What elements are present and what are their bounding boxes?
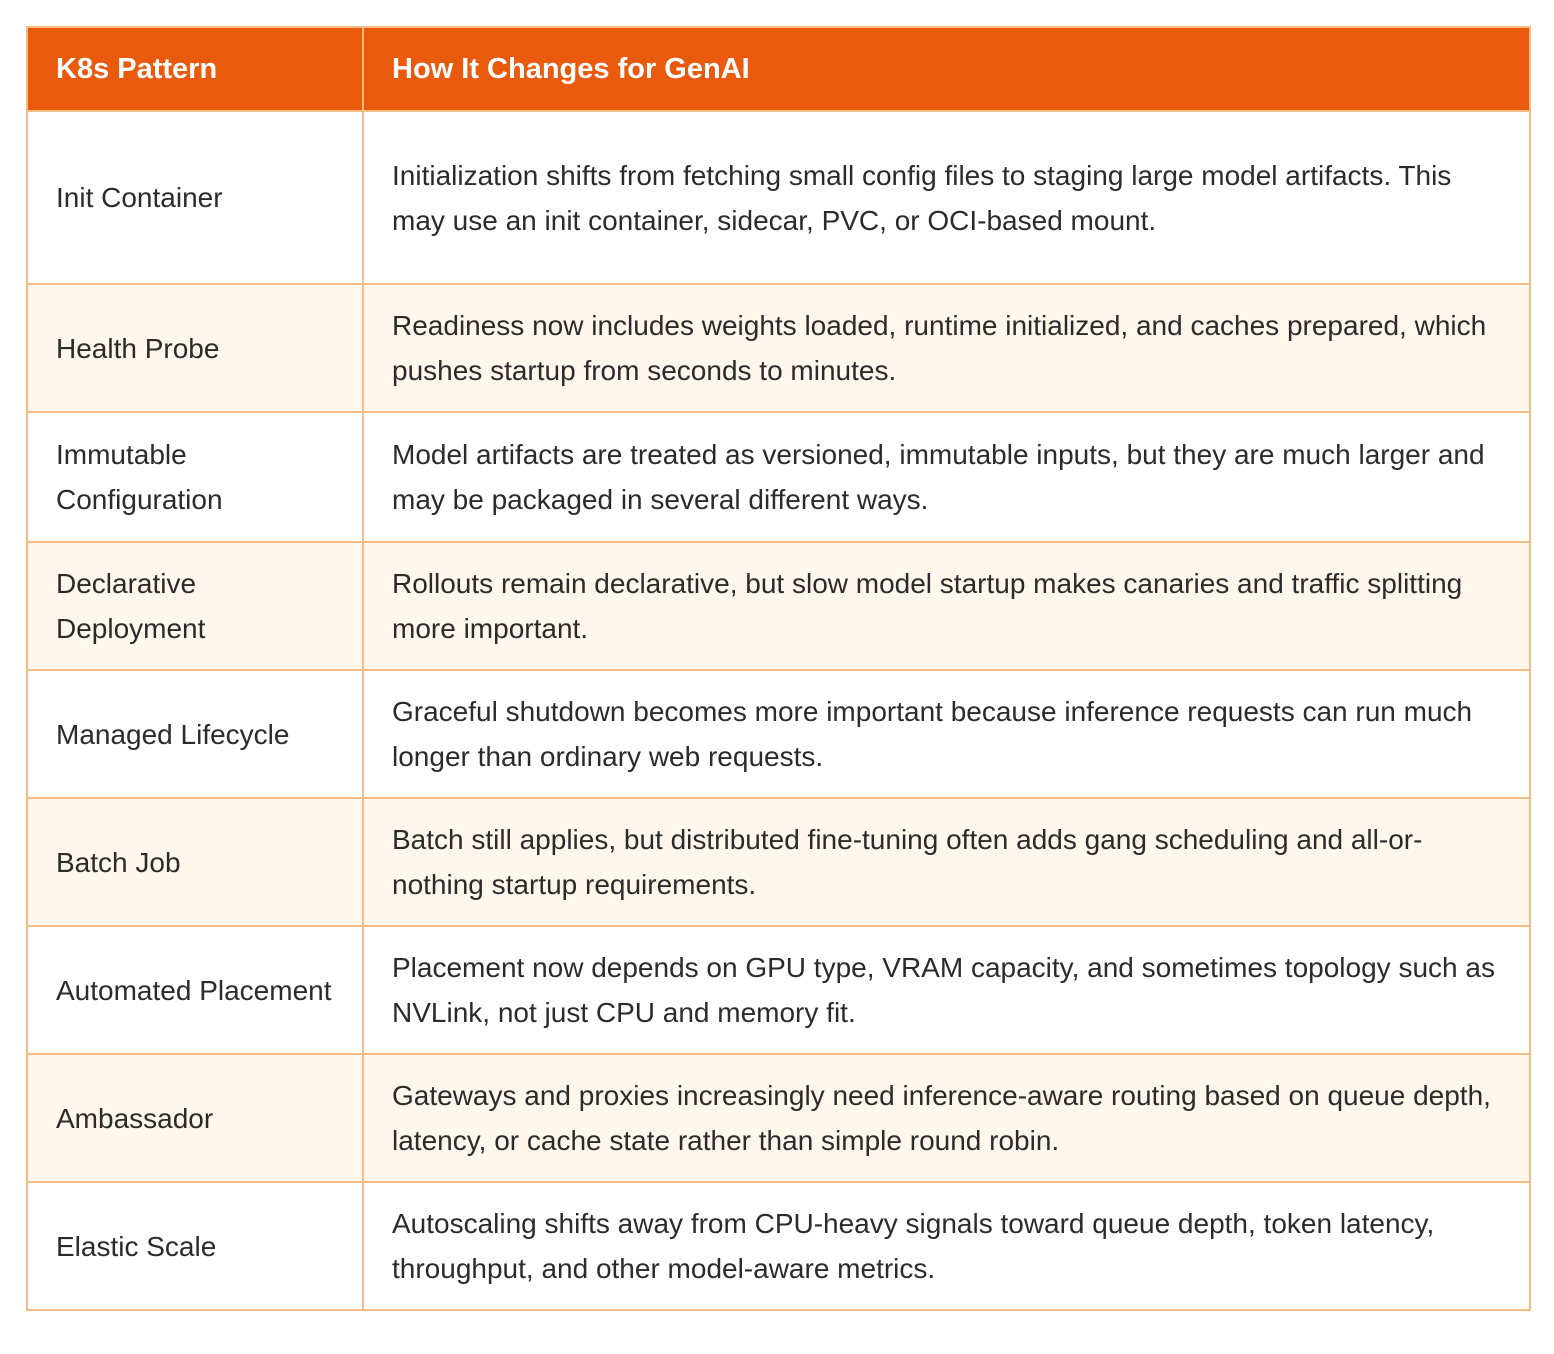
change-cell: Initialization shifts from fetching small config files to staging large model artifacts. This may use an init container, sidecar, PVC, or OCI-based mount. — [363, 111, 1530, 284]
table-row — [27, 670, 1530, 798]
change-cell: Gateways and proxies increasingly need inference-aware routing based on queue depth, latency, or cache state rather than simple round robin. — [363, 1054, 1530, 1182]
header-k8s-pattern: K8s Pattern — [27, 27, 363, 111]
pattern-cell: Immutable Configuration — [27, 412, 363, 542]
table-header-row — [27, 27, 1530, 111]
table-row — [27, 926, 1530, 1054]
pattern-cell: Init Container — [27, 111, 363, 284]
table-row — [27, 542, 1530, 670]
pattern-comparison-table — [26, 26, 1531, 1311]
change-cell: Graceful shutdown becomes more important because inference requests can run much longer than ordinary web requests. — [363, 670, 1530, 798]
table-row — [27, 1182, 1530, 1310]
pattern-cell: Managed Lifecycle — [27, 670, 363, 798]
table-row — [27, 111, 1530, 284]
table-row — [27, 1054, 1530, 1182]
table-row — [27, 412, 1530, 542]
pattern-comparison-table-wrapper — [26, 26, 1529, 1311]
change-cell: Batch still applies, but distributed fine-tuning often adds gang scheduling and all-or-nothing startup requirements. — [363, 798, 1530, 926]
change-cell: Rollouts remain declarative, but slow model startup makes canaries and traffic splitting more important. — [363, 542, 1530, 670]
table-row — [27, 284, 1530, 412]
header-genai-change: How It Changes for GenAI — [363, 27, 1530, 111]
pattern-cell: Elastic Scale — [27, 1182, 363, 1310]
pattern-cell: Ambassador — [27, 1054, 363, 1182]
change-cell: Model artifacts are treated as versioned, immutable inputs, but they are much larger and may be packaged in several different ways. — [363, 412, 1530, 542]
change-cell: Readiness now includes weights loaded, runtime initialized, and caches prepared, which pushes startup from seconds to minutes. — [363, 284, 1530, 412]
change-cell: Placement now depends on GPU type, VRAM capacity, and sometimes topology such as NVLink, not just CPU and memory fit. — [363, 926, 1530, 1054]
pattern-cell: Declarative Deployment — [27, 542, 363, 670]
table-row — [27, 798, 1530, 926]
pattern-cell: Health Probe — [27, 284, 363, 412]
pattern-cell: Batch Job — [27, 798, 363, 926]
change-cell: Autoscaling shifts away from CPU-heavy signals toward queue depth, token latency, throughput, and other model-aware metrics. — [363, 1182, 1530, 1310]
pattern-cell: Automated Placement — [27, 926, 363, 1054]
